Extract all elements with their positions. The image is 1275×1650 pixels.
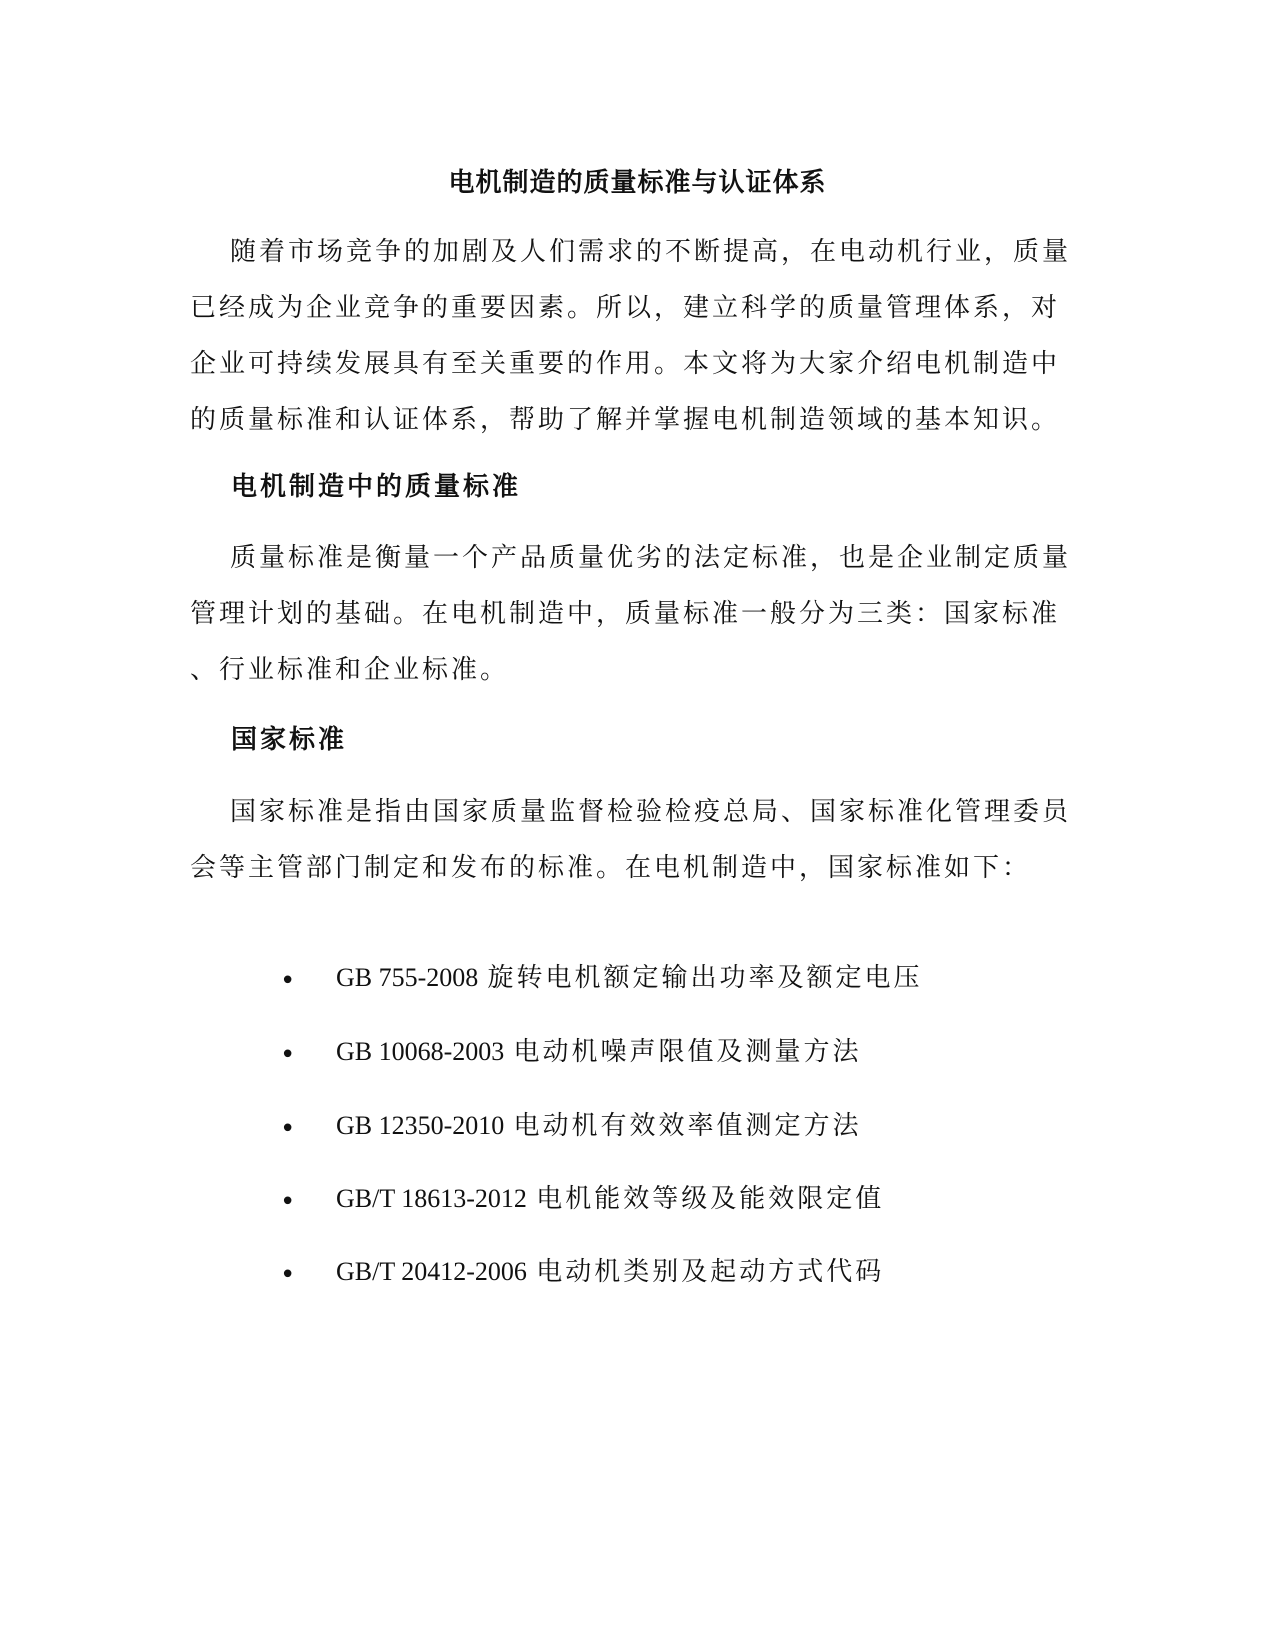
bullet-icon: • — [280, 1114, 296, 1144]
paragraph-line: 管理计划的基础。在电机制造中，质量标准一般分为三类：国家标准 — [190, 599, 1061, 629]
list-item — [0, 958, 1275, 998]
list-item — [0, 1252, 1275, 1292]
standard-name: 旋转电机额定输出功率及额定电压 — [487, 963, 923, 993]
intro-line: 已经成为企业竞争的重要因素。所以，建立科学的质量管理体系，对 — [190, 293, 1061, 323]
list-item — [0, 1032, 1275, 1072]
section-heading-quality-standards: 电机制造中的质量标准 — [231, 472, 522, 502]
intro-paragraph — [190, 224, 1090, 448]
paragraph-line: 会等主管部门制定和发布的标准。在电机制造中，国家标准如下： — [190, 853, 1032, 883]
intro-line: 的质量标准和认证体系，帮助了解并掌握电机制造领域的基本知识。 — [190, 405, 1061, 435]
standard-name: 电机能效等级及能效限定值 — [536, 1184, 885, 1214]
standard-entry — [336, 1179, 884, 1219]
bullet-icon: • — [280, 966, 296, 996]
standard-entry — [336, 1106, 862, 1146]
standard-code: GB 12350-2010 — [336, 1111, 505, 1140]
standard-code: GB/T 18613-2012 — [336, 1184, 527, 1213]
national-standards-paragraph — [190, 784, 1090, 896]
bullet-icon: • — [280, 1187, 296, 1217]
standard-entry — [336, 1032, 862, 1072]
standard-entry — [336, 958, 923, 998]
standard-name: 电动机类别及起动方式代码 — [536, 1257, 885, 1287]
standard-entry — [336, 1252, 884, 1292]
list-item — [0, 1179, 1275, 1219]
section-heading-national-standards: 国家标准 — [231, 725, 348, 755]
intro-line: 企业可持续发展具有至关重要的作用。本文将为大家介绍电机制造中 — [190, 349, 1061, 379]
standard-code: GB 755-2008 — [336, 963, 479, 992]
list-item — [0, 1106, 1275, 1146]
intro-line: 随着市场竞争的加剧及人们需求的不断提高，在电动机行业，质量 — [230, 237, 1072, 267]
standard-code: GB 10068-2003 — [336, 1037, 505, 1066]
standard-name: 电动机有效效率值测定方法 — [513, 1111, 862, 1141]
bullet-icon: • — [280, 1260, 296, 1290]
bullet-icon: • — [280, 1040, 296, 1070]
standard-name: 电动机噪声限值及测量方法 — [513, 1037, 862, 1067]
paragraph-line: 质量标准是衡量一个产品质量优劣的法定标准，也是企业制定质量 — [230, 543, 1072, 573]
document-title: 电机制造的质量标准与认证体系 — [448, 168, 827, 198]
quality-standards-paragraph — [190, 530, 1090, 698]
paragraph-line: 、行业标准和企业标准。 — [190, 655, 510, 685]
standard-code: GB/T 20412-2006 — [336, 1257, 527, 1286]
paragraph-line: 国家标准是指由国家质量监督检验检疫总局、国家标准化管理委员 — [230, 797, 1072, 827]
